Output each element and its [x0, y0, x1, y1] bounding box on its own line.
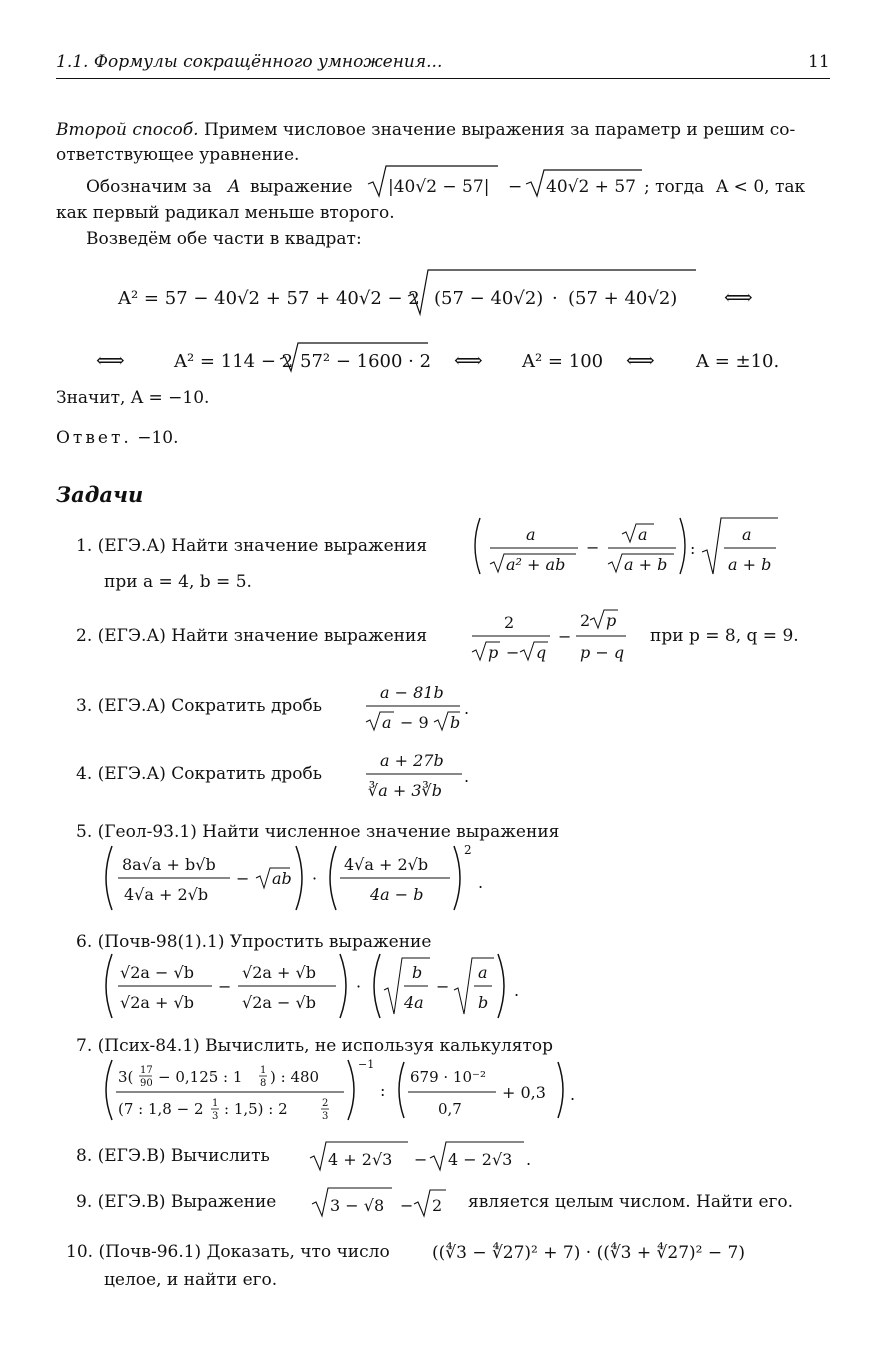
t6-den1: √2a + √b [120, 993, 194, 1012]
task-text: Вычислить [170, 1146, 270, 1166]
task-1-cont: при a = 4, b = 5. [104, 572, 252, 592]
t8-rad1: 4 + 2√3 [328, 1150, 393, 1169]
task-number: 1. [76, 536, 93, 556]
t2-num2b: p [606, 611, 617, 630]
t7-fr3d: 3 [212, 1111, 219, 1122]
t7-colon: : [380, 1081, 386, 1100]
t3-dot: . [464, 699, 470, 718]
t6-minus: − [218, 977, 232, 996]
t2-num1: 2 [504, 613, 515, 632]
t5-minus: − [236, 869, 250, 888]
task-10-formula [430, 1230, 840, 1270]
t5-ab: ab [272, 869, 292, 888]
task-number: 5. [76, 822, 93, 842]
t1-minus: − [586, 538, 600, 557]
paren-right [680, 518, 685, 574]
task-10 [66, 1242, 390, 1262]
task-1-formula [468, 512, 788, 582]
conclusion: Значит, A = −10. [56, 388, 210, 408]
t6-num1: √2a − √b [120, 963, 194, 982]
t5-num1: 8a√a + b√b [122, 855, 216, 874]
denote-ineq: A < 0, так [716, 177, 806, 197]
t7-fr4d: 3 [322, 1111, 329, 1122]
t7-den-a: (7 : 1,8 − 2 [118, 1100, 204, 1118]
task-text: Выражение [170, 1192, 277, 1212]
t6-num2: √2a + √b [242, 963, 316, 982]
t7-plus: + 0,3 [502, 1083, 546, 1102]
iff-symbol: ⟺ [96, 348, 125, 372]
task-number: 7. [76, 1036, 93, 1056]
expr-minus: − [508, 177, 523, 197]
task-source: (ЕГЭ.А) [97, 764, 166, 784]
task-number: 2. [76, 626, 93, 646]
running-header-title: 1.1. Формулы сокращённого умножения... [56, 52, 443, 72]
t6-f3d: 4a [404, 993, 424, 1012]
task-number: 4. [76, 764, 93, 784]
answer-value: −10. [137, 428, 179, 448]
t9-rad: 3 − √8 [330, 1196, 385, 1215]
denote-line [56, 160, 836, 200]
method-paragraph-line1 [56, 120, 795, 140]
t5-num2: 4√a + 2√b [344, 855, 429, 874]
t1-den1: a² + ab [506, 555, 566, 574]
task-source: (ЕГЭ.А) [97, 626, 166, 646]
t4-num: a + 27b [380, 751, 444, 770]
square-line: Возведём обе части в квадрат: [86, 229, 362, 249]
t6-minus2: − [436, 977, 450, 996]
denote-start: Обозначим за [86, 177, 212, 197]
t6-f4d: b [478, 993, 489, 1012]
t7-num-c: ) : 480 [270, 1068, 320, 1086]
t6-dot: · [356, 977, 362, 996]
eq2-rad: 57² − 1600 · 2 [300, 351, 432, 372]
t6-f3n: b [412, 963, 423, 982]
denote-line2: как первый радикал меньше второго. [56, 203, 395, 223]
t8-rad2: 4 − 2√3 [448, 1150, 513, 1169]
eq2-a: A² = 114 − 2 [174, 351, 294, 372]
answer-label: Ответ. [56, 428, 132, 448]
task-text: Доказать, что число [206, 1242, 390, 1262]
t1-den3: a + b [728, 555, 772, 574]
task-source: (ЕГЭ.А) [97, 536, 166, 556]
task-7-formula [100, 1056, 600, 1126]
task-source: (Псих-84.1) [97, 1036, 200, 1056]
task-8 [76, 1146, 270, 1166]
iff-symbol: ⟺ [454, 348, 483, 372]
t5-end: . [478, 873, 484, 892]
eq1-dot: · [552, 288, 558, 309]
t7-fr4n: 2 [322, 1098, 329, 1109]
t1-num3: a [742, 525, 752, 544]
t1-num2: a [638, 525, 648, 544]
t5-exp: 2 [464, 843, 472, 857]
task-source: (Геол-93.1) [97, 822, 197, 842]
iff-symbol: ⟺ [724, 285, 753, 309]
t3-den-b: b [450, 713, 461, 732]
t9-two: 2 [432, 1196, 443, 1215]
task-source: (ЕГЭ.В) [97, 1192, 166, 1212]
answer-line [56, 428, 178, 448]
task-4 [76, 764, 322, 784]
t5-dot: · [312, 869, 318, 888]
task-9-cont: является целым числом. Найти его. [468, 1192, 794, 1212]
task-source: (ЕГЭ.В) [97, 1146, 166, 1166]
task-text: Найти значение выражения [171, 626, 428, 646]
method-text: Примем числовое значение выражения за параметр и решим со- [198, 120, 796, 140]
task-3 [76, 696, 322, 716]
t2-minus: − [558, 627, 572, 646]
denote-var: A [228, 177, 241, 197]
task-6 [76, 932, 431, 952]
t7-den2: 0,7 [438, 1100, 462, 1118]
t9-minus: − [400, 1196, 414, 1215]
task-2-cont: при p = 8, q = 9. [650, 626, 799, 646]
task-text: Сократить дробь [171, 764, 323, 784]
task-number: 8. [76, 1146, 93, 1166]
t3-den-a: a [382, 713, 392, 732]
task-10-cont: целое, и найти его. [104, 1270, 278, 1290]
t7-end: . [570, 1085, 576, 1104]
method-label: Второй способ. [56, 120, 199, 140]
t2-den1b: q [536, 643, 547, 662]
t2-den1a: p [488, 643, 499, 662]
task-5-formula [100, 842, 520, 914]
expr-b: 40√2 + 57 [546, 177, 636, 197]
task-8-formula [306, 1136, 546, 1176]
denote-mid: выражение [250, 177, 353, 197]
task-1 [76, 536, 427, 556]
eq1-lhs: A² = 57 − 40√2 + 57 + 40√2 − 2 [118, 288, 420, 309]
t5-den1: 4√a + 2√b [124, 885, 209, 904]
t1-den2: a + b [624, 555, 668, 574]
page-number: 11 [808, 52, 830, 72]
task-text: Найти численное значение выражения [202, 822, 560, 842]
task-number: 10. [66, 1242, 94, 1262]
task-9-formula [308, 1182, 458, 1222]
t7-fr3n: 1 [212, 1098, 219, 1109]
t4-den: ∛a + 3∛b [368, 781, 442, 800]
t4-dot: . [464, 767, 470, 786]
t7-num-b: − 0,125 : 1 [158, 1068, 243, 1086]
equation-2 [56, 335, 836, 379]
t7-den-b: : 1,5) : 2 [224, 1100, 288, 1118]
t6-f4n: a [478, 963, 488, 982]
task-6-formula [100, 950, 540, 1022]
expr-a: |40√2 − 57| [388, 177, 490, 197]
task-2-formula [466, 604, 636, 668]
task-5 [76, 822, 559, 842]
task-number: 3. [76, 696, 93, 716]
task-text: Найти значение выражения [171, 536, 428, 556]
t3-num: a − 81b [380, 683, 444, 702]
t7-fr2n: 1 [260, 1065, 267, 1076]
task-3-formula [362, 676, 482, 740]
task-text: Сократить дробь [171, 696, 323, 716]
tasks-heading: Задачи [56, 482, 144, 507]
eq2-b: A² = 100 [522, 351, 604, 372]
t2-den2: p − q [580, 643, 625, 662]
denote-after: ; тогда [644, 177, 705, 197]
t7-num-a: 3( [118, 1068, 134, 1086]
eq1-rad-b: (57 + 40√2) [568, 288, 678, 309]
t3-den-m: − 9 [400, 713, 429, 732]
t7-num2: 679 · 10⁻² [410, 1068, 486, 1086]
t10-expr: ((∜3 − ∜27)² + 7) · ((∜3 + ∜27)² − 7) [432, 1243, 745, 1263]
t2-den1m: − [506, 643, 520, 662]
t6-den2: √2a − √b [242, 993, 316, 1012]
t8-end: . [526, 1150, 532, 1169]
t7-fr1n: 17 [140, 1065, 153, 1076]
task-number: 6. [76, 932, 93, 952]
t7-fr1d: 90 [140, 1078, 153, 1089]
header-rule [56, 78, 830, 79]
t8-minus: − [414, 1150, 428, 1169]
t7-exp: −1 [358, 1058, 375, 1071]
t1-colon: : [690, 539, 696, 558]
task-source: (Почв-96.1) [98, 1242, 202, 1262]
task-7 [76, 1036, 553, 1056]
task-number: 9. [76, 1192, 93, 1212]
t7-fr2d: 8 [260, 1078, 267, 1089]
task-4-formula [362, 744, 482, 808]
task-text: Упростить выражение [229, 932, 432, 952]
eq2-c: A = ±10. [696, 351, 780, 372]
t1-num1: a [526, 525, 536, 544]
method-paragraph-line2: ответствующее уравнение. [56, 145, 300, 165]
t5-den2: 4a − b [370, 885, 424, 904]
paren-left [475, 518, 480, 574]
task-source: (Почв-98(1).1) [97, 932, 225, 952]
t2-num2a: 2 [580, 611, 591, 630]
t6-end: . [514, 981, 520, 1000]
task-source: (ЕГЭ.А) [97, 696, 166, 716]
task-text: Вычислить, не используя калькулятор [205, 1036, 554, 1056]
equation-1 [56, 262, 836, 322]
iff-symbol: ⟺ [626, 348, 655, 372]
eq1-rad-a: (57 − 40√2) [434, 288, 544, 309]
task-2 [76, 626, 427, 646]
task-9 [76, 1192, 276, 1212]
